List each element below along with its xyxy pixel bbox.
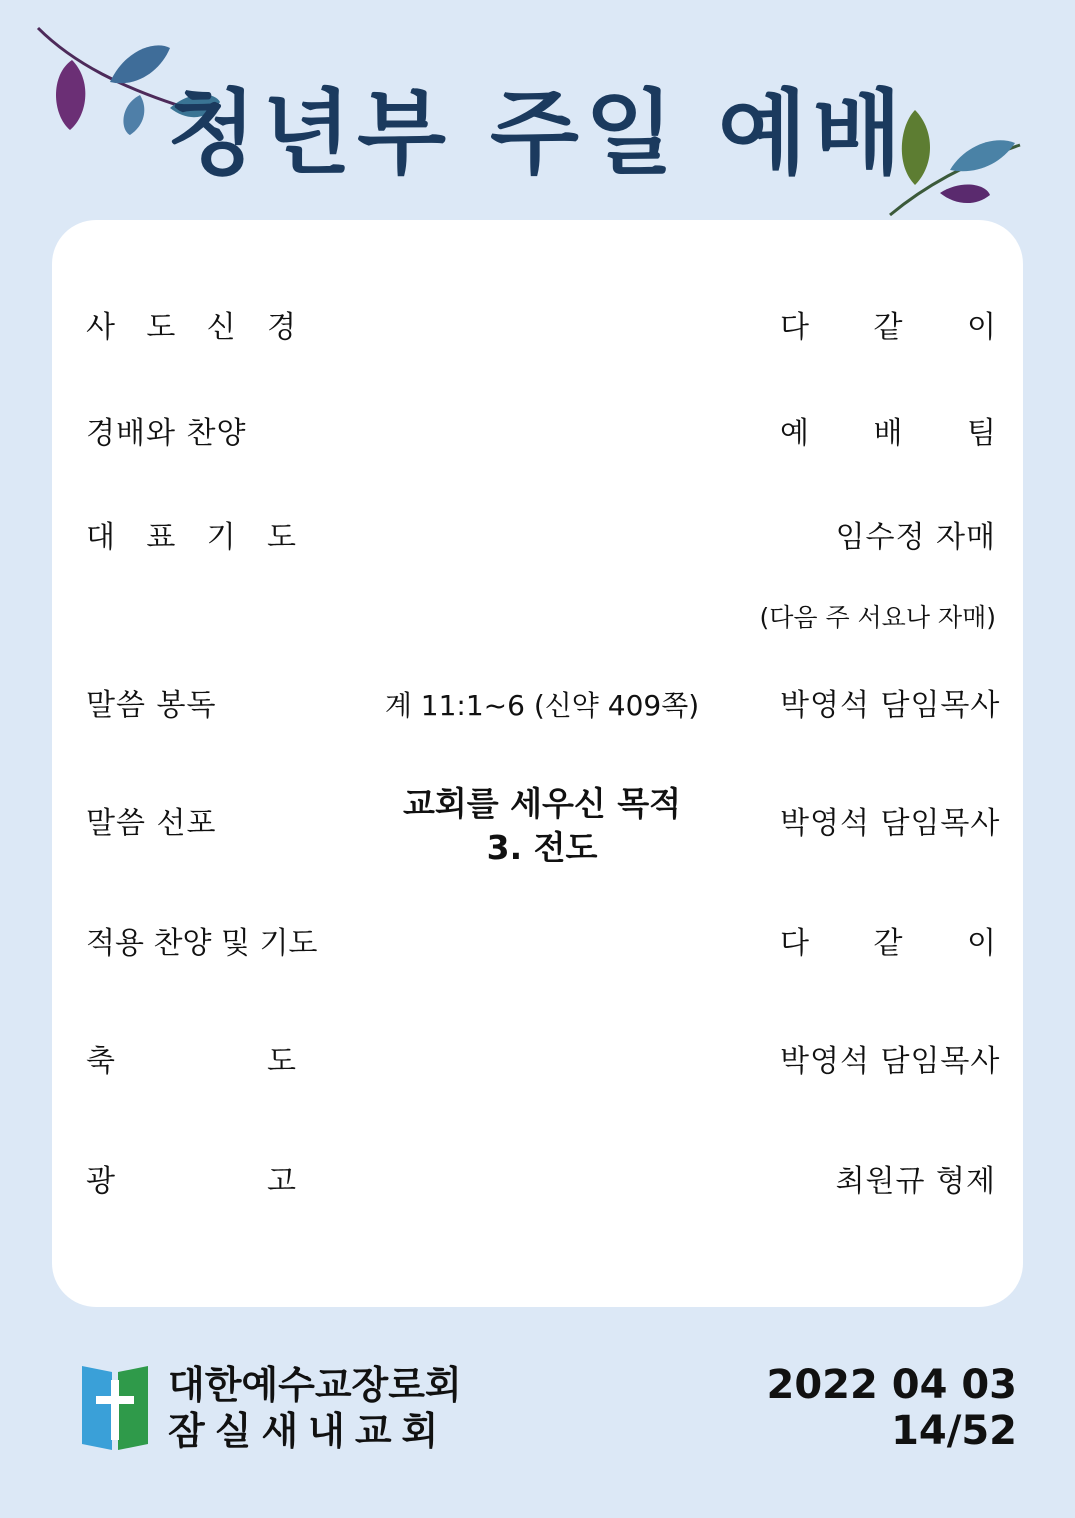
denomination-name: 대한예수교장로회 [168,1363,462,1407]
row-leader: 예 배 팀 [780,416,996,451]
row-leader: 다 같 이 [780,926,996,961]
sermon-title-block [352,782,732,870]
bulletin-date: 2022 04 03 [766,1362,1017,1408]
row-leader: 박영석 담임목사 [780,688,1001,723]
worship-row [52,1152,1023,1212]
worship-row [52,914,1023,974]
row-leader: 박영석 담임목사 [780,1044,1001,1079]
worship-row [52,676,1023,736]
page-title: 청년부 주일 예배 [167,80,908,187]
scripture-reference: 계 11:1~6 (신약 409쪽) [384,689,700,722]
worship-row [52,298,1023,358]
row-label: 광 고 [86,1164,296,1199]
sermon-title: 교회를 세우신 목적 [402,784,681,823]
row-leader-note: (다음 주 서요나 자매) [759,603,996,632]
row-leader: 최원규 형제 [835,1164,996,1199]
worship-row-note [52,588,1023,648]
worship-row [52,508,1023,568]
church-cross-logo-icon [82,1362,148,1454]
bulletin-date-block [766,1362,1017,1454]
row-leader: 다 같 이 [780,310,996,345]
church-name: 잠실새내교회 [168,1409,449,1453]
bulletin-issue: 14/52 [891,1408,1017,1454]
row-leader: 박영석 담임목사 [780,806,1001,841]
church-name-block [168,1362,462,1454]
worship-row [52,404,1023,464]
row-label: 경배와 찬양 [86,416,247,451]
row-label: 말씀 봉독 [86,688,217,723]
row-label: 적용 찬양 및 기도 [86,926,318,961]
worship-row [52,1032,1023,1092]
row-label: 사 도 신 경 [86,310,296,345]
row-label: 말씀 선포 [86,806,217,841]
sermon-subtitle: 3. 전도 [486,828,598,867]
row-label: 축 도 [86,1044,296,1079]
row-leader: 임수정 자매 [835,520,996,555]
row-label: 대 표 기 도 [86,520,296,555]
order-of-worship-card [52,220,1023,1307]
